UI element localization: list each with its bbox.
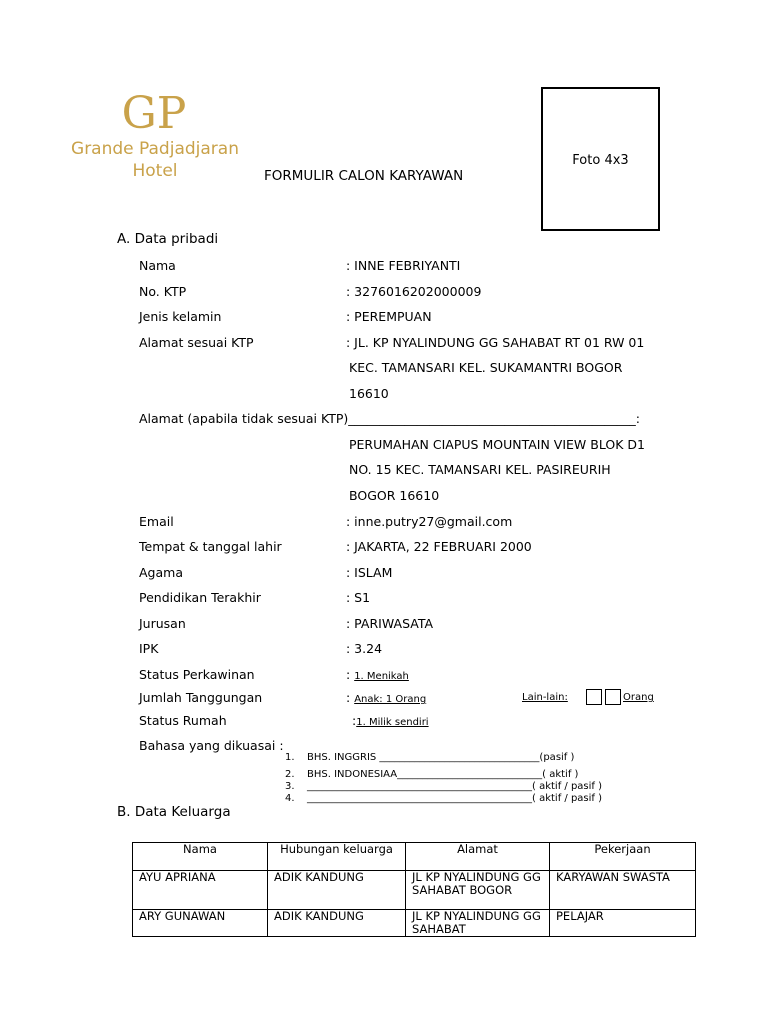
family-table [132, 842, 696, 937]
value-agama: : ISLAM [346, 565, 393, 580]
cell-nama: AYU APRIANA [133, 871, 268, 910]
table-row [133, 871, 696, 910]
label-pendidikan: Pendidikan Terakhir [139, 590, 261, 605]
label-status-rumah: Status Rumah [139, 713, 227, 728]
value-ipk: : 3.24 [346, 641, 383, 656]
lain-lain-box-1[interactable] [586, 689, 602, 705]
hotel-name: Grande Padjadjaran [71, 139, 239, 159]
label-agama: Agama [139, 565, 183, 580]
cell-pekerjaan: KARYAWAN SWASTA [550, 871, 696, 910]
language-line-1: BHS. INGGRIS ________________________________(pasif ) [307, 752, 575, 763]
cell-hubungan: ADIK KANDUNG [268, 871, 406, 910]
cell-hubungan: ADIK KANDUNG [268, 910, 406, 937]
value-alamat-lain-line3: BOGOR 16610 [349, 488, 440, 503]
label-ipk: IPK [139, 641, 159, 656]
label-email: Email [139, 514, 174, 529]
label-ttl: Tempat & tanggal lahir [139, 539, 282, 554]
table-row [133, 910, 696, 937]
photo-box [541, 87, 660, 231]
value-pendidikan: : S1 [346, 590, 371, 605]
label-status-perkawinan: Status Perkawinan [139, 667, 255, 682]
value-status-perkawinan: : 1. Menikah [346, 667, 409, 682]
label-nama: Nama [139, 258, 176, 273]
value-alamat-lain-line1: PERUMAHAN CIAPUS MOUNTAIN VIEW BLOK D1 [349, 437, 645, 452]
language-line-2: BHS. INDONESIAA_____________________________( aktif ) [307, 769, 579, 780]
label-jenis-kelamin: Jenis kelamin [139, 309, 222, 324]
label-jurusan: Jurusan [139, 616, 186, 631]
value-nama: : INNE FEBRIYANTI [346, 258, 461, 273]
form-title: FORMULIR CALON KARYAWAN [264, 168, 464, 184]
label-lain-lain: Lain-lain: [522, 692, 568, 703]
value-alamat-ktp-line1: : JL. KP NYALINDUNG GG SAHABAT RT 01 RW 01 [346, 335, 645, 350]
photo-label: Foto 4x3 [572, 153, 629, 168]
value-jurusan: : PARIWASATA [346, 616, 434, 631]
cell-alamat: JL KP NYALINDUNG GG SAHABAT [406, 910, 550, 937]
lain-lain-box-2[interactable] [605, 689, 621, 705]
language-num-3: 3. [285, 781, 295, 792]
value-jumlah-tanggungan: : Anak: 1 Orang [346, 690, 427, 705]
label-alamat-lain: Alamat (apabila tidak sesuai KTP)______________________________________________: [139, 411, 640, 426]
label-bahasa: Bahasa yang dikuasai : [139, 738, 284, 753]
value-alamat-lain-line2: NO. 15 KEC. TAMANSARI KEL. PASIREURIH [349, 462, 611, 477]
svg-text:GP: GP [121, 88, 187, 138]
value-ttl: : JAKARTA, 22 FEBRUARI 2000 [346, 539, 532, 554]
hotel-name-line2: Hotel [132, 161, 178, 181]
label-alamat-ktp: Alamat sesuai KTP [139, 335, 254, 350]
th-hubungan: Hubungan keluarga [268, 843, 406, 871]
label-jumlah-tanggungan: Jumlah Tanggungan [139, 690, 263, 705]
label-ktp: No. KTP [139, 284, 187, 299]
section-b-heading: B. Data Keluarga [117, 804, 231, 820]
cell-pekerjaan: PELAJAR [550, 910, 696, 937]
th-pekerjaan: Pekerjaan [550, 843, 696, 871]
cell-alamat: JL KP NYALINDUNG GG SAHABAT BOGOR [406, 871, 550, 910]
th-nama: Nama [133, 843, 268, 871]
hotel-logo-mark [118, 86, 190, 138]
value-jenis-kelamin: : PEREMPUAN [346, 309, 432, 324]
cell-nama: ARY GUNAWAN [133, 910, 268, 937]
th-alamat: Alamat [406, 843, 550, 871]
value-ktp: : 3276016202000009 [346, 284, 482, 299]
section-a-heading: A. Data pribadi [117, 231, 219, 247]
language-line-4: _____________________________________________( aktif / pasif ) [307, 793, 603, 804]
language-num-4: 4. [285, 793, 295, 804]
value-alamat-ktp-line3: 16610 [349, 386, 389, 401]
language-num-2: 2. [285, 769, 295, 780]
value-email: : inne.putry27@gmail.com [346, 514, 513, 529]
language-line-3: _____________________________________________( aktif / pasif ) [307, 781, 603, 792]
language-num-1: 1. [285, 752, 295, 763]
value-status-rumah: :1. Milik sendiri [352, 713, 429, 728]
label-orang: Orang [623, 692, 654, 703]
value-alamat-ktp-line2: KEC. TAMANSARI KEL. SUKAMANTRI BOGOR [349, 360, 623, 375]
